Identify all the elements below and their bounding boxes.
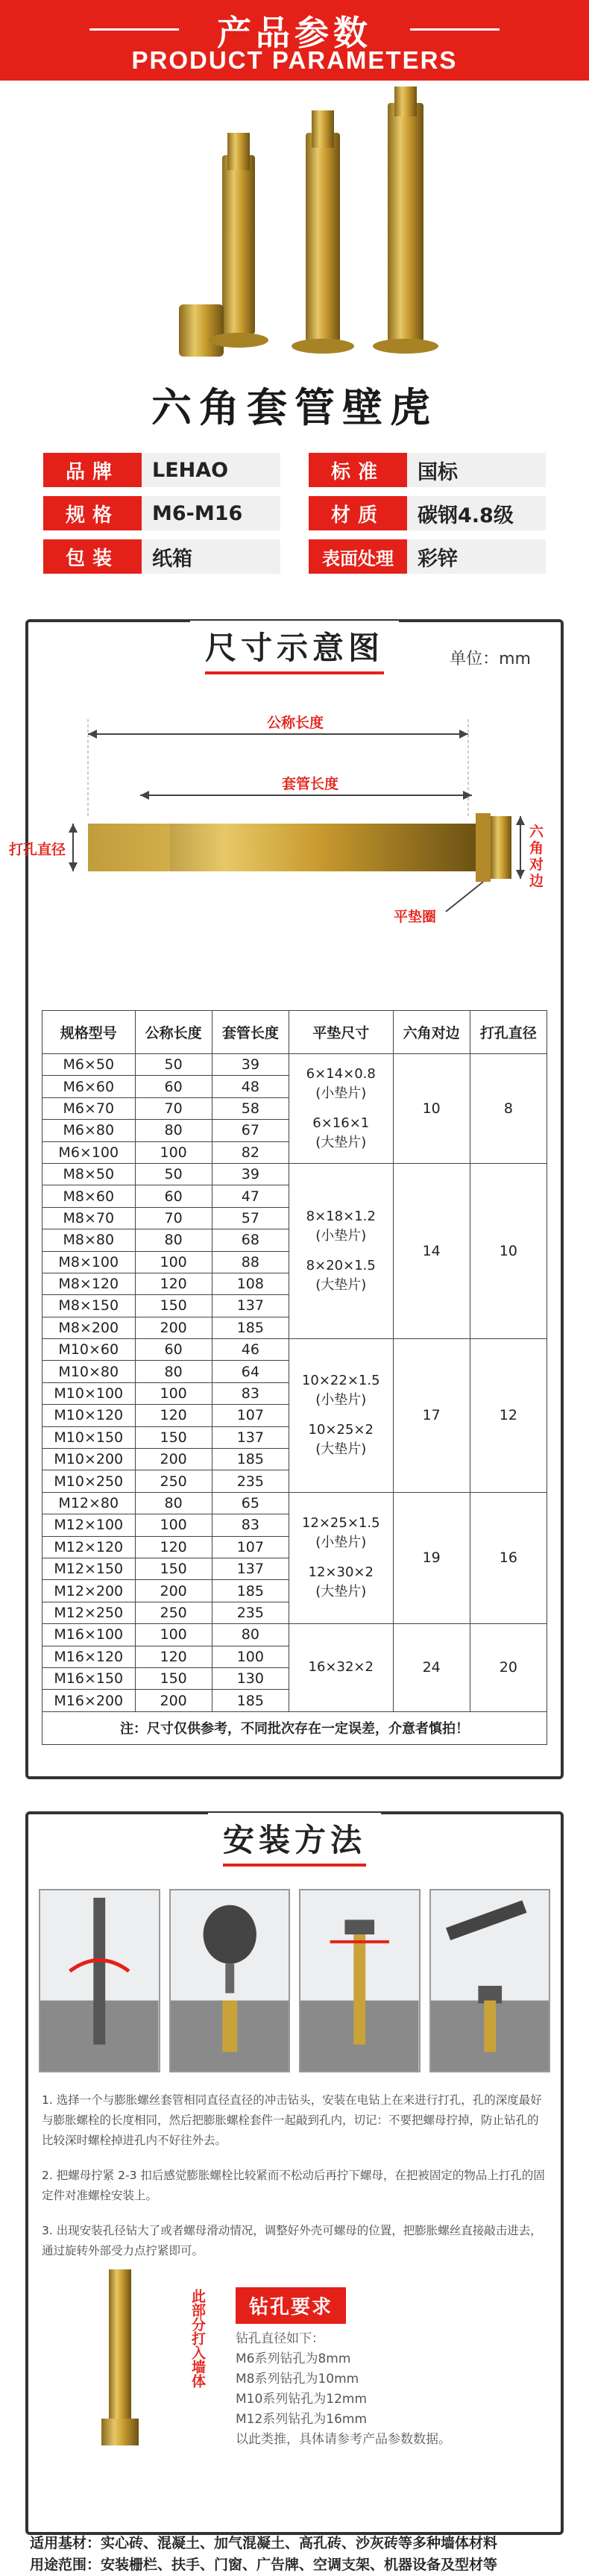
cell-nominal: 80 xyxy=(135,1120,212,1141)
cell-model: M6×50 xyxy=(42,1054,136,1076)
washer-line: (大垫片) xyxy=(315,1441,367,1458)
cell-sleeve: 185 xyxy=(212,1580,289,1602)
washer-line: 12×30×2 xyxy=(308,1564,374,1581)
banner-title-cn: 产品参数 xyxy=(217,13,372,53)
cell-drill: 16 xyxy=(470,1492,547,1623)
step-tighten xyxy=(429,1889,551,2072)
cell-model: M12×120 xyxy=(42,1536,136,1558)
cell-drill: 8 xyxy=(470,1054,547,1164)
cell-model: M8×200 xyxy=(42,1317,136,1338)
cell-nominal: 60 xyxy=(135,1076,212,1097)
header-sleeve: 套管长度 xyxy=(212,1011,289,1054)
washer-line: (小垫片) xyxy=(315,1392,367,1408)
cell-sleeve: 46 xyxy=(212,1339,289,1361)
attr-spec xyxy=(43,496,280,530)
cell-model: M6×80 xyxy=(42,1120,136,1141)
washer-line: (小垫片) xyxy=(315,1228,367,1244)
cell-nominal: 50 xyxy=(135,1163,212,1185)
cell-nominal: 150 xyxy=(135,1426,212,1448)
usage-material-label: 适用基材： xyxy=(30,2535,101,2551)
cell-nominal: 100 xyxy=(135,1382,212,1404)
cell-nominal: 200 xyxy=(135,1317,212,1338)
cell-model: M10×60 xyxy=(42,1339,136,1361)
cell-sleeve: 64 xyxy=(212,1361,289,1382)
header-banner xyxy=(0,0,589,81)
step-hammer xyxy=(169,1889,291,2072)
cell-model: M10×250 xyxy=(42,1470,136,1492)
cell-model: M12×200 xyxy=(42,1580,136,1602)
header-nominal: 公称长度 xyxy=(135,1011,212,1054)
cell-washer xyxy=(289,1054,393,1164)
cell-model: M8×60 xyxy=(42,1185,136,1207)
cell-nominal: 150 xyxy=(135,1558,212,1579)
hammer-icon xyxy=(171,1890,289,2071)
cell-drill: 20 xyxy=(470,1624,547,1712)
cell-sleeve: 47 xyxy=(212,1185,289,1207)
label-hex-across: 六角对边 xyxy=(529,824,544,889)
cell-model: M8×100 xyxy=(42,1251,136,1273)
cell-model: M8×150 xyxy=(42,1295,136,1317)
attr-package xyxy=(43,539,280,574)
drill-req-line: M6系列钻孔为8mm xyxy=(236,2351,351,2366)
washer-line: 12×25×1.5 xyxy=(301,1515,380,1532)
cell-hex: 19 xyxy=(393,1492,470,1623)
cell-nominal: 250 xyxy=(135,1602,212,1623)
instruction-1: 1. 选择一个与膨胀螺丝套管相同直径直径的冲击钻头，安装在电钻上在来进行打孔，孔的深度最好与膨胀螺栓的长度相同，然后把膨胀螺栓套件一起敲到孔内，切记：不要把螺母拧掉，防止钻孔的比较深时螺栓掉进孔内不好往外去。 xyxy=(42,2093,542,2147)
attr-value: 碳钢4.8级 xyxy=(407,496,546,530)
usage-purpose-value: 安装栅栏、扶手、门窗、广告牌、空调支架、机器设备及型材等 xyxy=(101,2557,498,2573)
label-nominal-length: 公称长度 xyxy=(267,715,324,731)
step-drill xyxy=(39,1889,160,2072)
note-row xyxy=(42,1711,547,1744)
usage-info xyxy=(0,2533,589,2576)
install-section xyxy=(25,1811,564,2535)
cell-model: M10×100 xyxy=(42,1382,136,1404)
cell-sleeve: 68 xyxy=(212,1229,289,1251)
cell-sleeve: 235 xyxy=(212,1470,289,1492)
table-row xyxy=(42,1339,547,1361)
washer-line: (大垫片) xyxy=(315,1134,367,1150)
cell-hex: 24 xyxy=(393,1624,470,1712)
washer-line: (大垫片) xyxy=(315,1277,367,1294)
cell-model: M10×120 xyxy=(42,1405,136,1426)
drill-requirement xyxy=(42,2262,547,2456)
cell-nominal: 150 xyxy=(135,1295,212,1317)
install-instructions xyxy=(42,2090,547,2276)
washer-line: 8×18×1.2 xyxy=(306,1209,376,1225)
cell-nominal: 70 xyxy=(135,1097,212,1119)
cell-model: M12×150 xyxy=(42,1558,136,1579)
label-sleeve-length: 套管长度 xyxy=(282,776,339,792)
washer-line: 8×20×1.5 xyxy=(306,1258,376,1274)
header-drill: 打孔直径 xyxy=(470,1011,547,1054)
header-washer: 平垫尺寸 xyxy=(289,1011,393,1054)
attr-value: 国标 xyxy=(407,453,546,487)
cell-nominal: 80 xyxy=(135,1229,212,1251)
cell-nominal: 100 xyxy=(135,1624,212,1646)
cell-drill: 10 xyxy=(470,1163,547,1338)
washer-line: 10×25×2 xyxy=(308,1422,374,1438)
cell-nominal: 80 xyxy=(135,1361,212,1382)
attr-value: 彩锌 xyxy=(407,539,546,574)
cell-nominal: 100 xyxy=(135,1251,212,1273)
dimension-title: 尺寸示意图 xyxy=(190,621,399,671)
cell-sleeve: 100 xyxy=(212,1646,289,1667)
product-title: 六角套管壁虎 xyxy=(151,384,438,431)
cell-sleeve: 65 xyxy=(212,1492,289,1514)
cell-nominal: 70 xyxy=(135,1207,212,1229)
cell-model: M6×60 xyxy=(42,1076,136,1097)
unit-label: 单位：mm xyxy=(450,650,531,668)
cell-sleeve: 48 xyxy=(212,1076,289,1097)
cell-sleeve: 82 xyxy=(212,1141,289,1163)
table-row xyxy=(42,1163,547,1185)
cell-sleeve: 107 xyxy=(212,1405,289,1426)
attr-key: 材质 xyxy=(309,496,407,530)
cell-sleeve: 39 xyxy=(212,1163,289,1185)
attribute-grid xyxy=(43,453,546,574)
label-washer: 平垫圈 xyxy=(394,909,437,925)
spec-header-row xyxy=(42,1011,547,1054)
banner-title-en: PRODUCT PARAMETERS xyxy=(131,46,458,74)
cell-sleeve: 57 xyxy=(212,1207,289,1229)
washer-line: 10×22×1.5 xyxy=(301,1373,380,1389)
drill-req-title: 钻孔要求 xyxy=(236,2287,346,2324)
cell-nominal: 250 xyxy=(135,1470,212,1492)
cell-model: M16×150 xyxy=(42,1667,136,1689)
cell-model: M10×200 xyxy=(42,1449,136,1470)
usage-purpose-label: 用途范围： xyxy=(30,2557,101,2573)
cell-nominal: 200 xyxy=(135,1449,212,1470)
cell-hex: 10 xyxy=(393,1054,470,1164)
washer-line: (小垫片) xyxy=(315,1535,367,1551)
bolt-small-icon xyxy=(64,2262,183,2456)
attr-key: 标准 xyxy=(309,453,407,487)
cell-sleeve: 130 xyxy=(212,1667,289,1689)
cell-nominal: 120 xyxy=(135,1405,212,1426)
cell-model: M8×80 xyxy=(42,1229,136,1251)
cell-nominal: 120 xyxy=(135,1536,212,1558)
cell-nominal: 120 xyxy=(135,1646,212,1667)
attr-value: M6-M16 xyxy=(142,496,280,530)
washer-line: 6×16×1 xyxy=(312,1115,370,1131)
step-insert xyxy=(299,1889,421,2072)
header-model: 规格型号 xyxy=(42,1011,136,1054)
cell-sleeve: 88 xyxy=(212,1251,289,1273)
cell-hex: 17 xyxy=(393,1339,470,1493)
drill-req-line: M10系列钻孔为12mm xyxy=(236,2392,368,2407)
drill-req-line: M8系列钻孔为10mm xyxy=(236,2372,359,2387)
cell-model: M8×50 xyxy=(42,1163,136,1185)
attr-surface xyxy=(309,539,546,574)
dimension-diagram xyxy=(9,682,561,1003)
table-row xyxy=(42,1492,547,1514)
attr-brand xyxy=(43,453,280,487)
washer-line: (小垫片) xyxy=(315,1085,367,1101)
spec-body xyxy=(42,1054,547,1712)
header-hex: 六角对边 xyxy=(393,1011,470,1054)
cell-sleeve: 185 xyxy=(212,1317,289,1338)
cell-model: M16×120 xyxy=(42,1646,136,1667)
cell-sleeve: 137 xyxy=(212,1295,289,1317)
cell-sleeve: 185 xyxy=(212,1449,289,1470)
washer-line: 6×14×0.8 xyxy=(306,1065,376,1082)
insert-icon xyxy=(300,1890,419,2071)
cell-sleeve: 185 xyxy=(212,1690,289,1711)
wall-insert-note: 此部分打入墙体 xyxy=(189,2289,206,2388)
cell-model: M16×200 xyxy=(42,1690,136,1711)
cell-model: M12×80 xyxy=(42,1492,136,1514)
spec-table xyxy=(42,1010,547,1745)
attr-key: 品牌 xyxy=(43,453,142,487)
instruction-3: 3. 出现安装孔径钻大了或者螺母滑动情况，调整好外壳可螺母的位置，把膨胀螺丝直接敲击进去，通过旋转外部受力点拧紧即可。 xyxy=(42,2224,542,2257)
cell-sleeve: 39 xyxy=(212,1054,289,1076)
drill-icon xyxy=(40,1890,159,2071)
cell-sleeve: 58 xyxy=(212,1097,289,1119)
attr-standard xyxy=(309,453,546,487)
table-row xyxy=(42,1054,547,1076)
washer-line: 16×32×2 xyxy=(308,1659,374,1676)
drill-req-line: 以此类推，具体请参考产品参数数据。 xyxy=(236,2432,451,2447)
label-drill-diameter: 打孔直径 xyxy=(9,842,66,858)
attr-key: 表面处理 xyxy=(309,539,407,574)
wrench-icon xyxy=(431,1890,549,2071)
drill-req-list xyxy=(236,2329,451,2450)
cell-model: M16×100 xyxy=(42,1624,136,1646)
cell-nominal: 100 xyxy=(135,1514,212,1536)
usage-material-value: 实心砖、混凝土、加气混凝土、高孔砖、沙灰砖等多种墙体材料 xyxy=(101,2535,498,2551)
usage-purpose xyxy=(30,2554,559,2576)
anchor-bolts-illustration xyxy=(0,81,589,372)
cell-nominal: 100 xyxy=(135,1141,212,1163)
table-row xyxy=(42,1624,547,1646)
cell-model: M12×250 xyxy=(42,1602,136,1623)
attr-material xyxy=(309,496,546,530)
cell-sleeve: 67 xyxy=(212,1120,289,1141)
cell-nominal: 60 xyxy=(135,1339,212,1361)
cell-nominal: 200 xyxy=(135,1690,212,1711)
usage-material xyxy=(30,2533,559,2554)
table-note: 注：尺寸仅供参考，不同批次存在一定误差，介意者慎拍！ xyxy=(42,1711,547,1744)
attr-value: LEHAO xyxy=(142,453,280,487)
cell-nominal: 150 xyxy=(135,1667,212,1689)
washer-line: (大垫片) xyxy=(315,1584,367,1600)
drill-req-line: M12系列钻孔为16mm xyxy=(236,2412,368,2427)
attr-key: 包装 xyxy=(43,539,142,574)
drill-req-line: 钻孔直径如下： xyxy=(236,2331,324,2346)
cell-model: M8×120 xyxy=(42,1273,136,1294)
cell-washer xyxy=(289,1163,393,1338)
attr-value: 纸箱 xyxy=(142,539,280,574)
cell-model: M12×100 xyxy=(42,1514,136,1536)
cell-nominal: 60 xyxy=(135,1185,212,1207)
dimension-section xyxy=(9,619,564,1779)
cell-nominal: 120 xyxy=(135,1273,212,1294)
cell-model: M6×100 xyxy=(42,1141,136,1163)
cell-model: M6×70 xyxy=(42,1097,136,1119)
cell-washer xyxy=(289,1339,393,1493)
cell-model: M10×80 xyxy=(42,1361,136,1382)
cell-nominal: 80 xyxy=(135,1492,212,1514)
install-steps xyxy=(39,1889,550,2072)
instruction-2: 2. 把螺母拧紧 2-3 扣后感觉膨胀螺栓比较紧而不松动后再拧下螺母，在把被固定的物品上打孔的固定件对准螺栓安装上。 xyxy=(42,2169,545,2202)
cell-nominal: 50 xyxy=(135,1054,212,1076)
cell-model: M8×70 xyxy=(42,1207,136,1229)
cell-model: M10×150 xyxy=(42,1426,136,1448)
cell-drill: 12 xyxy=(470,1339,547,1493)
cell-sleeve: 108 xyxy=(212,1273,289,1294)
cell-hex: 14 xyxy=(393,1163,470,1338)
cell-sleeve: 83 xyxy=(212,1514,289,1536)
attr-key: 规格 xyxy=(43,496,142,530)
cell-sleeve: 80 xyxy=(212,1624,289,1646)
cell-sleeve: 235 xyxy=(212,1602,289,1623)
cell-sleeve: 83 xyxy=(212,1382,289,1404)
cell-sleeve: 137 xyxy=(212,1426,289,1448)
cell-washer xyxy=(289,1624,393,1712)
product-image xyxy=(0,81,589,372)
cell-sleeve: 137 xyxy=(212,1558,289,1579)
install-title: 安装方法 xyxy=(208,1813,381,1864)
cell-sleeve: 107 xyxy=(212,1536,289,1558)
cell-nominal: 200 xyxy=(135,1580,212,1602)
cell-washer xyxy=(289,1492,393,1623)
